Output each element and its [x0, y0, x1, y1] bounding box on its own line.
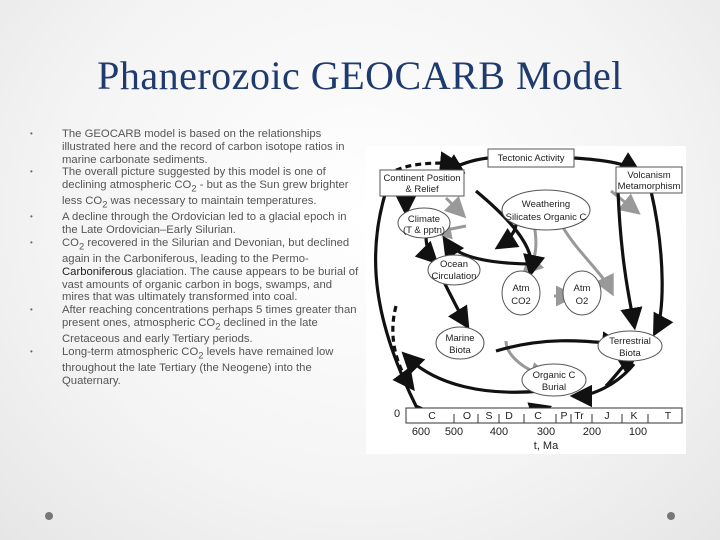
svg-text:& Relief: & Relief — [405, 184, 439, 195]
svg-text:Terrestrial: Terrestrial — [609, 336, 651, 347]
svg-text:S: S — [485, 410, 493, 422]
bullet-item: • The GEOCARB model is based on the relationships illustrated here and the record of carbon isotope ratios in marine carbonate sediments. — [30, 128, 362, 166]
svg-text:Tectonic Activity: Tectonic Activity — [497, 153, 565, 164]
node-tectonic-activity — [488, 149, 574, 167]
node-atm-o2 — [563, 271, 601, 315]
corner-dot-left — [45, 512, 53, 520]
svg-text:Atm: Atm — [512, 283, 530, 294]
svg-text:Tr: Tr — [574, 410, 584, 422]
node-atm-co2 — [502, 271, 540, 315]
svg-text:600: 600 — [411, 426, 431, 438]
svg-text:C: C — [428, 410, 436, 422]
svg-text:0: 0 — [394, 408, 401, 420]
svg-text:D: D — [505, 410, 513, 422]
bullet-list — [30, 128, 362, 387]
svg-text:Silicates Organic C: Silicates Organic C — [505, 212, 587, 223]
slide-title: Phanerozoic GEOCARB Model — [97, 53, 623, 98]
svg-text:P: P — [560, 410, 568, 422]
bullet-item: • After reaching concentrations perhaps 5 times greater than present ones, atmospheric $CO_2$ declined in the late Cretaceous and early Tertiary periods. — [30, 304, 362, 346]
bullet-item: • $CO_2$ recovered in the Silurian and Devonian, but declined again in the Carboniferous, leading to the Permo-Carboniferous glaciation. The cause appears to be burial of vast amounts of organic carbon in bogs, swamps, and mires that was ultimately transformed into coal. — [30, 237, 362, 304]
svg-text:300: 300 — [536, 426, 556, 438]
highlighted-word: Carboniferous — [62, 265, 133, 278]
svg-text:Weathering: Weathering — [521, 199, 571, 210]
svg-text:CO2: CO2 — [511, 296, 531, 307]
svg-text:Atm: Atm — [573, 283, 591, 294]
svg-text:O2: O2 — [575, 296, 589, 307]
node-climate — [398, 208, 450, 238]
svg-text:Continent Position: Continent Position — [383, 173, 461, 184]
node-weathering — [502, 190, 590, 230]
svg-text:Volcanism: Volcanism — [627, 170, 671, 181]
svg-text:Metamorphism: Metamorphism — [617, 181, 681, 192]
bullet-item: • The overall picture suggested by this model is one of declining atmospheric $CO_2$ - but as the Sun grew brighter less $CO_2$ was necessary to maintain temperatures. — [30, 166, 362, 211]
bullet-item: • A decline through the Ordovician led to a glacial epoch in the Late Ordovician–Early Silurian. — [30, 211, 362, 237]
svg-text:T: T — [664, 410, 672, 422]
svg-text:100: 100 — [628, 426, 648, 438]
svg-text:Circulation: Circulation — [431, 271, 477, 282]
node-volcanism — [616, 167, 682, 193]
svg-text:K: K — [630, 410, 638, 422]
svg-text:Marine: Marine — [445, 333, 475, 344]
svg-text:Ocean: Ocean — [440, 259, 468, 270]
axis-unit: t, Ma — [533, 440, 559, 452]
svg-text:(T & pptn): (T & pptn) — [402, 225, 446, 236]
period-bar — [406, 408, 682, 423]
corner-dot-right — [667, 512, 675, 520]
svg-text:Biota: Biota — [619, 348, 641, 359]
node-terrestrial-biota — [598, 331, 662, 361]
geocarb-diagram — [366, 146, 686, 454]
node-continent-position — [380, 170, 464, 196]
svg-text:Climate: Climate — [407, 214, 441, 225]
node-marine-biota — [436, 327, 484, 359]
svg-text:Burial: Burial — [541, 382, 567, 393]
svg-text:C: C — [534, 410, 542, 422]
svg-text:400: 400 — [489, 426, 509, 438]
svg-text:O: O — [462, 410, 472, 422]
svg-text:500: 500 — [444, 426, 464, 438]
svg-text:200: 200 — [582, 426, 602, 438]
node-organic-c-burial — [522, 364, 586, 396]
node-ocean-circulation — [428, 255, 480, 285]
svg-text:J: J — [604, 410, 610, 422]
svg-text:Organic C: Organic C — [532, 370, 576, 381]
svg-text:Biota: Biota — [449, 345, 471, 356]
bullet-item: • Long-term atmospheric $CO_2$ levels have remained low throughout the late Tertiary (the Neogene) into the Quaternary. — [30, 346, 362, 388]
